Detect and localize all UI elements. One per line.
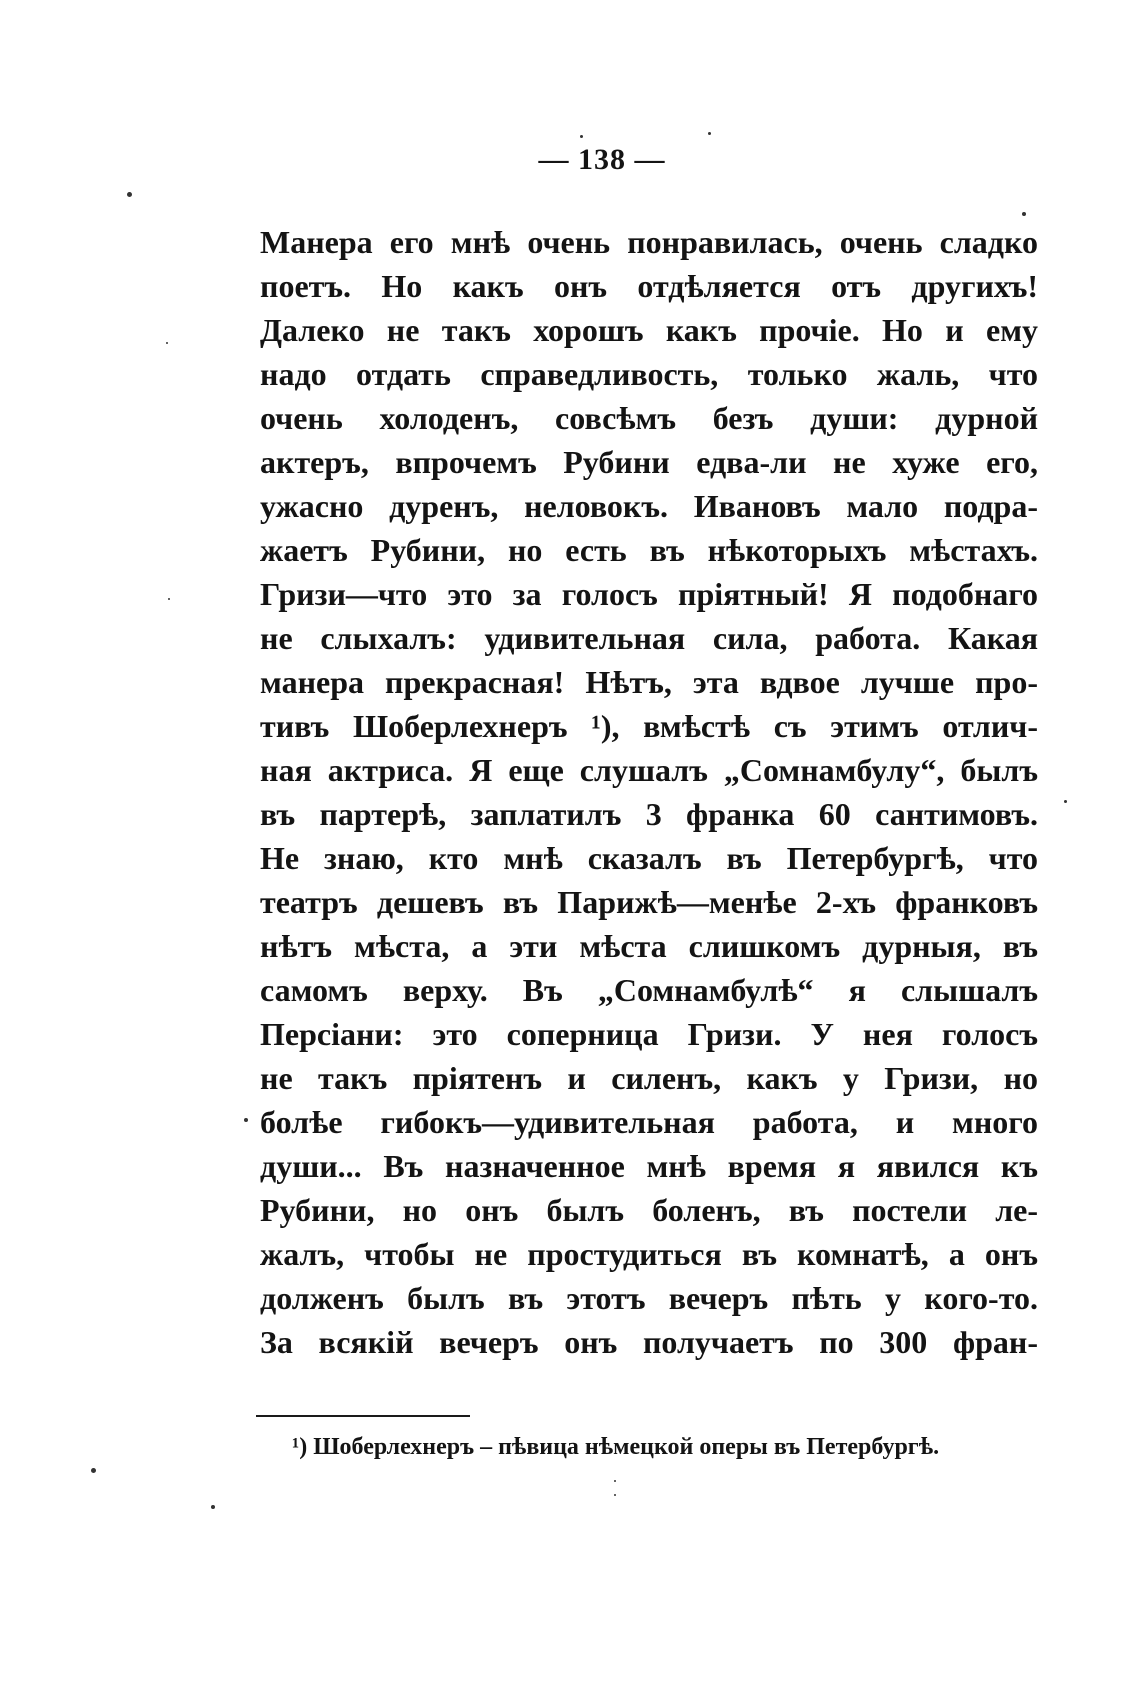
scan-speck	[244, 1118, 248, 1122]
text-line: тивъ Шоберлехнеръ ¹), вмѣстѣ съ этимъ отлич-	[260, 708, 1038, 744]
scan-speck	[1022, 212, 1026, 216]
text-line: Манера его мнѣ очень понравилась, очень сладко	[260, 224, 1038, 260]
footnote	[292, 1430, 1038, 1464]
text-line: не такъ пріятенъ и силенъ, какъ у Гризи, но	[260, 1060, 1038, 1096]
text-line: души... Въ назначенное мнѣ время я явился къ	[260, 1148, 1038, 1184]
footnote-divider	[256, 1415, 470, 1417]
text-line: въ партерѣ, заплатилъ 3 франка 60 сантимовъ.	[260, 796, 1038, 832]
body-text	[260, 220, 1038, 1364]
page-number: — 138 —	[538, 143, 666, 176]
text-line: ужасно дуренъ, неловокъ. Ивановъ мало подра-	[260, 488, 1038, 524]
scan-speck	[614, 1494, 616, 1496]
scan-speck	[708, 132, 711, 135]
text-line: не слыхалъ: удивительная сила, работа. Какая	[260, 620, 1038, 656]
scan-speck	[166, 342, 168, 344]
scan-speck	[1064, 800, 1067, 803]
text-line: актеръ, впрочемъ Рубини едва-ли не хуже его,	[260, 444, 1038, 480]
footnote-marker: ¹)	[292, 1434, 308, 1460]
text-line: Далеко не такъ хорошъ какъ прочіе. Но и ему	[260, 312, 1038, 348]
text-line: надо отдать справедливость, только жаль, что	[260, 356, 1038, 392]
scan-speck	[211, 1505, 215, 1509]
text-line: жаетъ Рубини, но есть въ нѣкоторыхъ мѣстахъ.	[260, 532, 1038, 568]
scan-speck	[91, 1468, 96, 1473]
scan-speck	[580, 135, 583, 138]
scan-speck	[127, 192, 132, 197]
text-line: театръ дешевъ въ Парижѣ—менѣе 2-хъ франковъ	[260, 884, 1038, 920]
text-line: болѣе гибокъ—удивительная работа, и много	[260, 1104, 1038, 1140]
text-line: очень холоденъ, совсѣмъ безъ души: дурной	[260, 400, 1038, 436]
text-line: ная актриса. Я еще слушалъ „Сомнамбулу“, былъ	[260, 752, 1038, 788]
scan-speck	[614, 1480, 616, 1482]
text-line: Гризи—что это за голосъ пріятный! Я подобнаго	[260, 576, 1038, 612]
text-line: За всякій вечеръ онъ получаетъ по 300 фран-	[260, 1324, 1038, 1360]
text-line: нѣтъ мѣста, а эти мѣста слишкомъ дурныя, въ	[260, 928, 1038, 964]
text-line: поетъ. Но какъ онъ отдѣляется отъ другихъ!	[260, 268, 1038, 304]
text-line: Не знаю, кто мнѣ сказалъ въ Петербургѣ, что	[260, 840, 1038, 876]
footnote-text: Шоберлехнеръ – пѣвица нѣмецкой оперы въ Петербургѣ.	[313, 1434, 940, 1460]
text-line: Рубини, но онъ былъ боленъ, въ постели ле-	[260, 1192, 1038, 1228]
text-line: манера прекрасная! Нѣтъ, эта вдвое лучше про-	[260, 664, 1038, 700]
text-line: Персіани: это соперница Гризи. У нея голосъ	[260, 1016, 1038, 1052]
text-line: жалъ, чтобы не простудиться въ комнатѣ, а онъ	[260, 1236, 1038, 1272]
text-line: долженъ былъ въ этотъ вечеръ пѣть у кого-то.	[260, 1280, 1038, 1316]
text-line: самомъ верху. Въ „Сомнамбулѣ“ я слышалъ	[260, 972, 1038, 1008]
scan-speck	[168, 598, 170, 600]
